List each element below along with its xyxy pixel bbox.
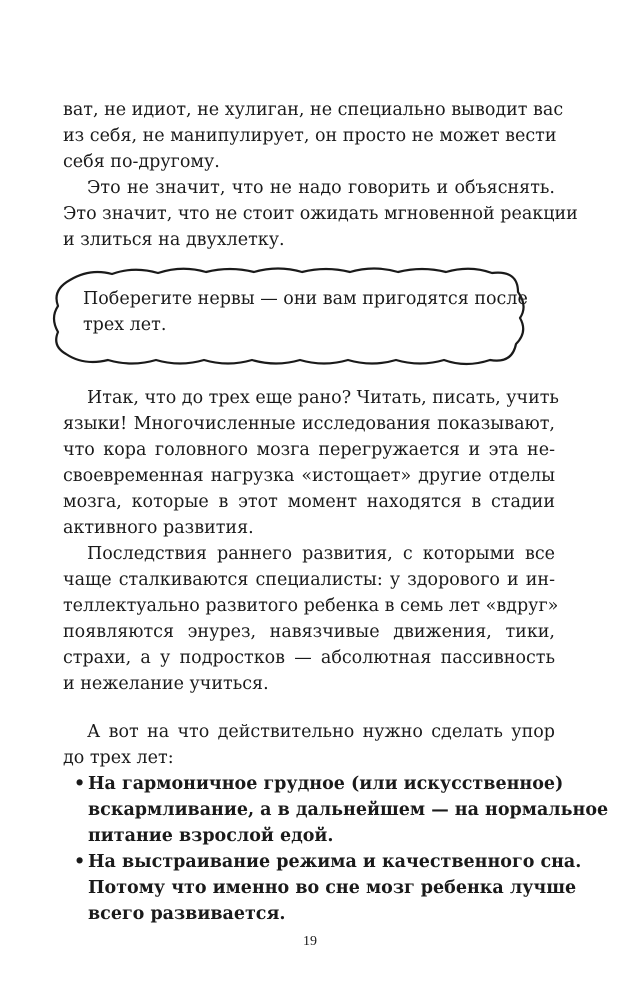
text-line: Итак, что до трех еще рано? Читать, писать, учить: [87, 388, 559, 408]
text-line: из себя, не манипулирует, он просто не может вести: [63, 126, 557, 146]
text-line: Это не значит, что не надо говорить и объяснять.: [87, 178, 555, 198]
cloud-callout: [50, 266, 528, 368]
text-line: своевременная нагрузка «истощает» другие отделы: [63, 466, 555, 486]
bullet-line: На гармоничное грудное (или искусственное): [88, 774, 564, 794]
bullet-line: питание взрослой едой.: [88, 826, 334, 846]
text-line: появляются энурез, навязчивые движения, тики,: [63, 622, 555, 642]
text-line: А вот на что действительно нужно сделать упор: [87, 722, 555, 742]
bullet-line: вскармливание, а в дальнейшем — на нормальное: [88, 800, 609, 820]
bullet-marker-icon: •: [74, 852, 86, 872]
text-line: мозга, которые в этот момент находятся в стадии: [63, 492, 555, 512]
text-line: Последствия раннего развития, с которыми все: [87, 544, 555, 564]
bullet-marker-icon: •: [74, 774, 86, 794]
text-line: Это значит, что не стоит ожидать мгновенной реакции: [63, 204, 578, 224]
text-line: теллектуально развитого ребенка в семь лет «вдруг»: [63, 596, 559, 616]
callout-line: трех лет.: [83, 315, 167, 335]
text-line: ват, не идиот, не хулиган, не специально выводит вас: [63, 100, 564, 120]
bullet-line: На выстраивание режима и качественного сна.: [88, 852, 582, 872]
text-line: активного развития.: [63, 518, 254, 538]
callout-line: Поберегите нервы — они вам пригодятся после: [83, 289, 528, 309]
bullet-line: Потому что именно во сне мозг ребенка лучше: [88, 878, 577, 898]
page-number: 19: [303, 934, 317, 949]
text-line: и нежелание учиться.: [63, 674, 269, 694]
bullet-line: всего развивается.: [88, 904, 286, 924]
text-line: языки! Многочисленные исследования показывают,: [63, 414, 555, 434]
text-line: что кора головного мозга перегружается и эта не-: [63, 440, 555, 460]
text-line: чаще сталкиваются специалисты: у здорового и ин-: [63, 570, 555, 590]
text-line: и злиться на двухлетку.: [63, 230, 285, 250]
text-line: страхи, а у подростков — абсолютная пассивность: [63, 648, 555, 668]
text-line: себя по-другому.: [63, 152, 220, 172]
text-line: до трех лет:: [63, 748, 174, 768]
